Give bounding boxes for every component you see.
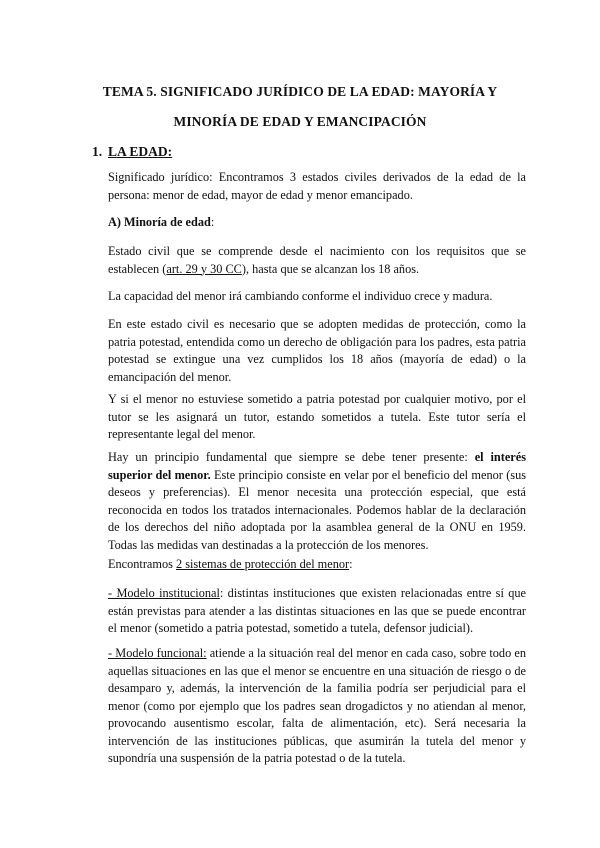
p7-label: - Modelo institucional (108, 586, 220, 600)
p3-text: En este estado civil es necesario que se adopten medidas de protección, como la patria potestad, entendida como un derecho de obligación para los padres, esta patria potestad se extingue una vez cumplidos los 18 años (mayoría de edad) o la emancipación del menor. (108, 317, 526, 384)
section-number: 1. (92, 144, 103, 159)
p5-bold: el interés superior del menor. (108, 450, 526, 482)
article-reference-link[interactable]: art. 29 y 30 CC (166, 261, 242, 276)
paragraph-4 (108, 391, 526, 444)
intro-text: Significado jurídico: Encontramos 3 estados civiles derivados de la edad de la persona: menor de edad, mayor de edad y menor emancipado. (108, 170, 526, 202)
document-title-line-1: TEMA 5. SIGNIFICADO JURÍDICO DE LA EDAD: MAYORÍA Y (102, 84, 498, 99)
section-label: LA EDAD: (108, 144, 173, 159)
p6-after: : (349, 557, 353, 571)
p6-underlined: 2 sistemas de protección del menor (175, 557, 350, 571)
p7-text: : distintas instituciones que existen relacionadas entre sí que están previstas para atender a las distintas situaciones en las que se puede encontrar el menor (sometido a patria potestad, sometido a tutela, defensor judicial). (108, 586, 526, 635)
paragraph-2 (108, 288, 526, 306)
p1-after: ), hasta que se alcanzan los 18 años. (241, 261, 420, 276)
p5-after: Este principio consiste en velar por el beneficio del menor (sus deseos y preferencias). El menor necesita una protección especial, que está reconocida en todos los tratados internacionales. Podemos hablar de la declaración de los derechos del niño adoptada por la asamblea general de la ONU en 1959. Todas las medidas van destinadas a la protección de los menores. (108, 467, 527, 552)
subsection-label: A) Minoría de edad (108, 215, 211, 229)
p8-text: atiende a la situación real del menor en cada caso, sobre todo en aquellas situaciones en las que el menor se encuentre en una situación de riesgo o de desamparo y, además, la intervención de la familia podría ser perjudicial para el menor (como por ejemplo que los padres sean drogadictos y no atiendan al menor, provocando ausentismo escolar, falta de alimentación, etc). Será necesaria la intervención de las instituciones públicas, que asumirán la tutela del menor y supondría una suspensión de la patria potestad o de la tutela. (108, 646, 526, 765)
subsection-colon: : (210, 215, 215, 229)
p1-before: Estado civil que se comprende desde el nacimiento con los requisitos que se establecen ( (108, 244, 526, 276)
paragraph-8 (108, 645, 526, 768)
paragraph-7 (108, 585, 526, 638)
p2-text: La capacidad del menor irá cambiando conforme el individuo crece y madura. (108, 289, 493, 303)
intro-paragraph (108, 169, 526, 204)
subsection-heading (108, 214, 526, 232)
paragraph-1 (108, 243, 526, 278)
p4-text: Y si el menor no estuviese sometido a patria potestad por cualquier motivo, por el tutor se les asignará un tutor, estando sometidos a tutela. Este tutor sería el representante legal del menor. (108, 392, 526, 441)
section-heading (92, 144, 172, 160)
document-title-line-2: MINORÍA DE EDAD Y EMANCIPACIÓN (173, 114, 427, 129)
paragraph-5 (108, 449, 526, 554)
p6-before: Encontramos (108, 557, 176, 571)
p8-label: - Modelo funcional: (108, 646, 207, 660)
paragraph-6 (108, 556, 526, 574)
p5-before: Hay un principio fundamental que siempre se debe tener presente: (108, 450, 475, 464)
paragraph-3 (108, 316, 526, 386)
